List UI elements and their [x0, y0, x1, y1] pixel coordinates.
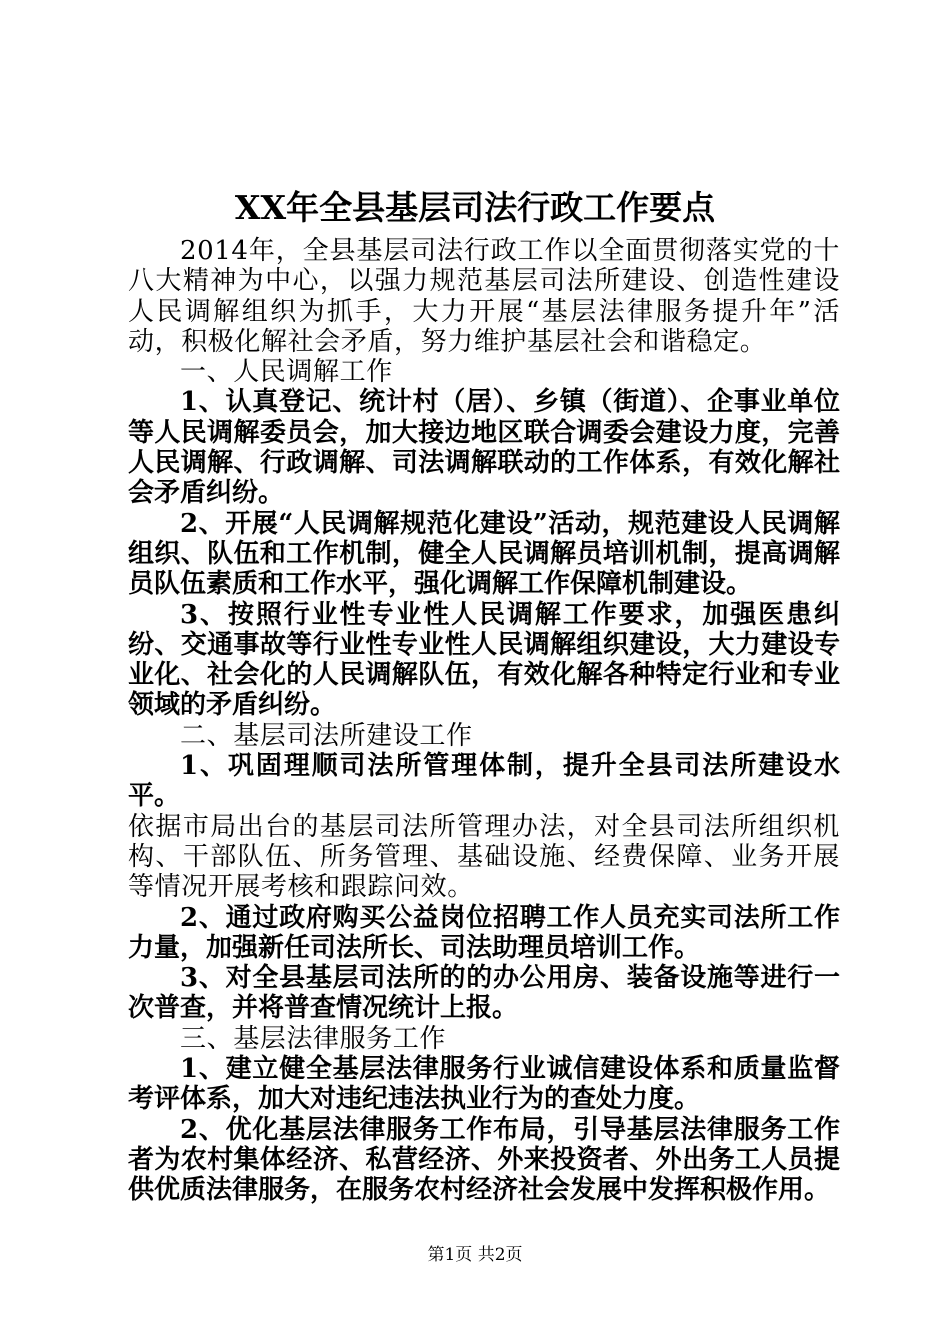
legal-services-item-2: 2、优化基层法律服务工作布局，引导基层法律服务工作者为农村集体经济、私营经济、外来投资者、外出务工人员提供优质法律服务，在服务农村经济社会发展中发挥积极作用。	[128, 1114, 840, 1206]
judicial-office-item-1-continued: 依据市局出台的基层司法所管理办法，对全县司法所组织机构、干部队伍、所务管理、基础设施、经费保障、业务开展等情况开展考核和跟踪问效。	[128, 811, 840, 903]
legal-services-item-1: 1、建立健全基层法律服务行业诚信建设体系和质量监督考评体系，加大对违纪违法执业行为的查处力度。	[128, 1054, 840, 1115]
mediation-item-2: 2、开展“人民调解规范化建设”活动，规范建设人民调解组织、队伍和工作机制，健全人民调解员培训机制，提高调解员队伍素质和工作水平，强化调解工作保障机制建设。	[128, 508, 840, 600]
document-title: XX年全县基层司法行政工作要点	[234, 188, 716, 227]
judicial-office-item-1: 1、巩固理顺司法所管理体制，提升全县司法所建设水平。	[128, 751, 840, 812]
intro-paragraph: 2014年，全县基层司法行政工作以全面贯彻落实党的十八大精神为中心，以强力规范基层司法所建设、创造性建设人民调解组织为抓手，大力开展“基层法律服务提升年”活动，积极化解社会矛盾，努力维护基层社会和谐稳定。	[128, 236, 840, 357]
judicial-office-item-3: 3、对全县基层司法所的的办公用房、装备设施等进行一次普查，并将普查情况统计上报。	[128, 963, 840, 1024]
mediation-item-1: 1、认真登记、统计村（居）、乡镇（街道）、企事业单位等人民调解委员会，加大接边地区联合调委会建设力度，完善人民调解、行政调解、司法调解联动的工作体系，有效化解社会矛盾纠纷。	[128, 387, 840, 509]
mediation-item-3: 3、按照行业性专业性人民调解工作要求，加强医患纠纷、交通事故等行业性专业性人民调解组织建设，大力建设专业化、社会化的人民调解队伍，有效化解各种特定行业和专业领域的矛盾纠纷。	[128, 599, 840, 721]
judicial-office-item-2: 2、通过政府购买公益岗位招聘工作人员充实司法所工作力量，加强新任司法所长、司法助理员培训工作。	[128, 902, 840, 963]
page-footer: 第1页 共2页	[427, 1245, 523, 1265]
document-body	[128, 236, 840, 1206]
section-heading-legal-services: 三、基层法律服务工作	[180, 1023, 447, 1054]
section-heading-mediation: 一、人民调解工作	[180, 357, 393, 388]
section-heading-judicial-office: 二、基层司法所建设工作	[180, 720, 473, 751]
